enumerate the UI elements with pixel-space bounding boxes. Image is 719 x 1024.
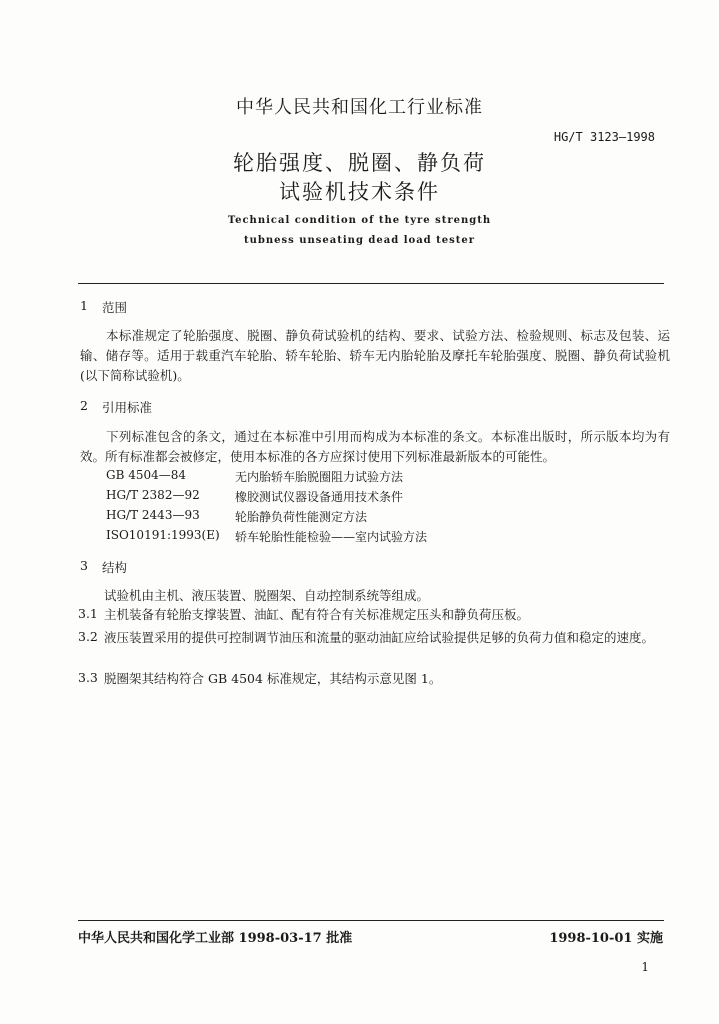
issuing-agency: 中华人民共和国化工行业标准 [236,97,483,118]
header-divider [78,283,664,284]
reference-title: 无内胎轿车胎脱圈阻力试验方法 [235,470,404,484]
clause-number: 3.1 [78,606,98,621]
section-2-heading: 引用标准 [102,400,153,415]
page-number: 1 [641,960,649,974]
effective-date: 1998-10-01 实施 [549,931,663,946]
section-2-number: 2 [80,398,88,413]
english-title-line-1: Technical condition of the tyre strength [227,215,492,226]
reference-code: GB 4504—84 [106,468,187,482]
section-3-intro: 试验机由主机、液压装置、脱圈架、自动控制系统等组成。 [104,588,430,603]
clause-text: 液压装置采用的提供可控制调节油压和流量的驱动油缸应给试验提供足够的负荷力值和稳定的速度。 [104,630,655,645]
clause-text: 主机装备有轮胎支撑装置、油缸、配有符合有关标准规定压头和静负荷压板。 [104,607,530,622]
reference-title: 橡胶测试仪器设备通用技术条件 [235,490,404,504]
reference-code: HG/T 2443—93 [106,508,200,522]
footer-divider [78,920,664,921]
clause-number: 3.2 [78,629,98,644]
section-2-paragraph: 下列标准包含的条文，通过在本标准中引用而构成为本标准的条文。本标准出版时，所示版本均为有效。所有标准都会被修定，使用本标准的各方应探讨使用下列标准最新版本的可能性。 [80,429,670,464]
section-1-paragraph: 本标准规定了轮胎强度、脱圈、静负荷试验机的结构、要求、试验方法、检验规则、标志及包装、运输、储存等。适用于载重汽车轮胎、轿车轮胎、轿车无内胎轮胎及摩托车轮胎强度、脱圈、静负荷试验机(以下简称试验机)。 [80,328,670,383]
section-3-heading: 结构 [102,560,128,575]
reference-code: ISO10191:1993(E) [106,528,220,542]
reference-title: 轿车轮胎性能检验——室内试验方法 [235,530,428,544]
approval-line: 中华人民共和国化学工业部 1998-03-17 批准 [78,931,353,946]
standard-code: HG/T 3123—1998 [553,130,655,144]
reference-title: 轮胎静负荷性能测定方法 [235,510,368,524]
title-line-1: 轮胎强度、脱圈、静负荷 [233,151,486,175]
section-3-number: 3 [80,558,88,573]
reference-code: HG/T 2382—92 [106,488,200,502]
clause-text: 脱圈架其结构符合 GB 4504 标准规定，其结构示意见图 1。 [104,671,442,686]
english-title-line-2: tubness unseating dead load tester [243,235,476,246]
title-line-2: 试验机技术条件 [279,180,440,204]
clause-number: 3.3 [78,670,98,685]
section-1-heading: 范围 [102,300,128,315]
section-1-number: 1 [80,298,88,313]
